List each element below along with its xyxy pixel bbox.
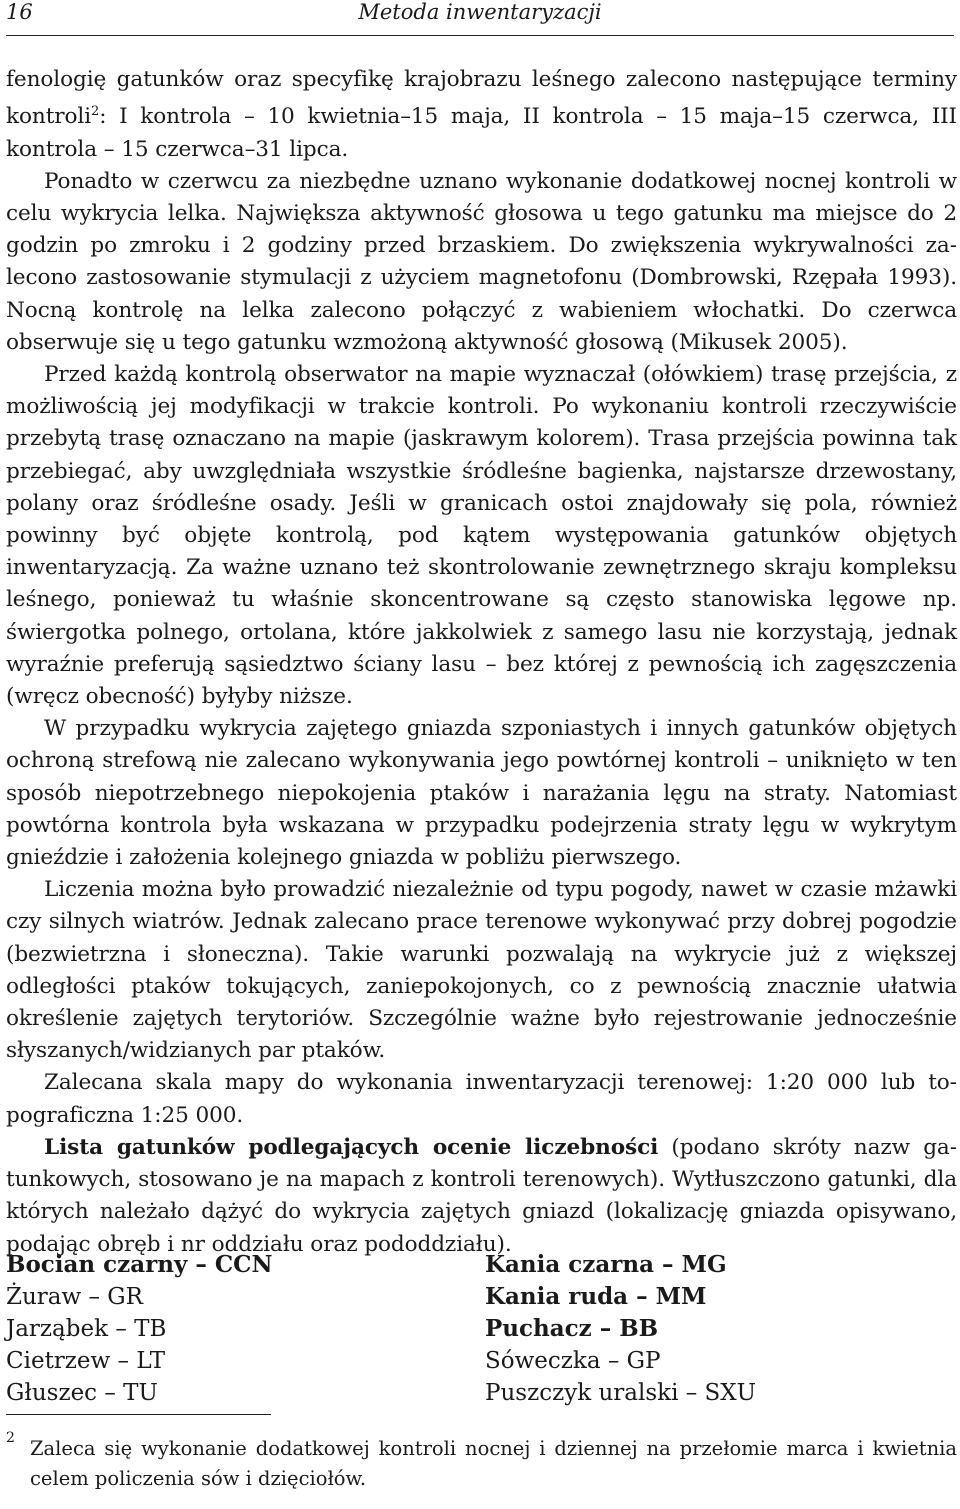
page-header bbox=[6, 0, 954, 30]
species-row bbox=[6, 1249, 957, 1281]
paragraph-6: Zalecana skala mapy do wykonania inwentaryzacji terenowej: 1:20 000 lub topograficzna 1:25 000. bbox=[6, 1070, 957, 1128]
footnote-reference: 2 bbox=[91, 104, 100, 120]
species-row bbox=[6, 1345, 957, 1377]
species-row bbox=[6, 1313, 957, 1345]
species-item: Puszczyk uralski – SXU bbox=[485, 1380, 757, 1406]
paragraph-3: Przed każdą kontrolą obserwator na mapie wyznaczał (ołówkiem) trasę przejścia, z możliwością jej modyfikacji w trakcie kontroli. Po wykonaniu kontroli rzeczywiście przebytą trasę oznaczano na mapie (jaskrawym kolorem). Trasa przejścia powinna tak przebiegać, aby uwzględniała wszystkie śródleśne bagienka, najstarsze drzewostany, polany oraz śródleśne osady. Jeśli w granicach ostoi znajdowały się pola, również powinny być objęte kontrolą, pod kątem występowania gatunków objętych inwentaryzacją. Za ważne uznano też skontrolowanie zewnętrznego skraju kompleksu leśnego, ponieważ tu właśnie skoncentrowane są często stanowiska lęgowe np. świergotka polnego, ortolana, które jakkolwiek z samego lasu nie korzystają, jednak wyraźnie preferują sąsiedztwo ściany lasu – bez której z pewnością ich zagęszczenia (wręcz obecność) byłyby niższe. bbox=[6, 362, 957, 710]
footnote-mark: 2 bbox=[6, 1430, 15, 1446]
paragraph-2: Ponadto w czerwcu za niezbędne uznano wykonanie dodatkowej nocnej kontroli w celu wykrycia lelka. Największa aktywność głosowa u tego gatunku ma miejsce do 2 godzin po zmroku i 2 godziny przed brzaskiem. Do zwiększenia wykrywalności zalecono zastosowanie stymulacji z użyciem magnetofonu (Dombrowski, Rzępała 1993). Nocną kontrolę na lelka zalecono połączyć z wabieniem włochatki. Do czerwca obserwuje się u tego gatunku wzmożoną aktywność głosową (Mikusek 2005). bbox=[6, 168, 957, 355]
running-title: Metoda inwentaryzacji bbox=[358, 0, 602, 24]
species-row bbox=[6, 1377, 957, 1409]
page-number: 16 bbox=[6, 0, 33, 24]
paragraph-5: Liczenia można było prowadzić niezależnie od typu pogody, nawet w czasie mżawki czy silnych wiatrów. Jednak zalecano prace terenowe wykonywać przy dobrej pogodzie (bezwietrzna i słoneczna). Takie warunki pozwalają na wykrycie już z większej odległości ptaków tokujących, zaniepokojonych, co z pewnością znacznie ułatwia określenie zajętych terytoriów. Szczególnie ważne było rejestrowanie jednocześnie słyszanych/widzianych par ptaków. bbox=[6, 877, 957, 1064]
species-list bbox=[6, 1249, 957, 1409]
header-rule bbox=[6, 35, 954, 36]
paragraph-1 bbox=[6, 64, 957, 166]
species-item: Kania czarna – MG bbox=[485, 1251, 727, 1278]
species-item: Żuraw – GR bbox=[6, 1284, 144, 1310]
species-list-heading: Lista gatunków podlegających ocenie liczebności bbox=[44, 1134, 659, 1160]
paragraph-7 bbox=[6, 1132, 957, 1261]
species-item: Puchacz – BB bbox=[485, 1315, 659, 1342]
paragraph-1-rest: : I kontrola – 10 kwietnia–15 maja, II kontrola – 15 maja–15 czerwca, III kontrola – 15 czerwca–31 lipca. bbox=[6, 104, 957, 162]
species-item: Bocian czarny – CCN bbox=[6, 1251, 273, 1278]
species-item: Jarząbek – TB bbox=[6, 1316, 167, 1342]
species-item: Głuszec – TU bbox=[6, 1380, 158, 1406]
footnote-rule bbox=[6, 1414, 271, 1415]
paragraph-7-rest: (podano skróty nazw gatunkowych, stosowano je na mapach z kontroli terenowych). Wytłuszczono gatunki, dla których należało dążyć do wykrycia zajętych gniazd (lokalizację gniazda opisywano, podając obręb i nr oddziału oraz pododdziału). bbox=[6, 1134, 957, 1257]
species-item: Sóweczka – GP bbox=[485, 1348, 661, 1374]
paragraph-1-text: fenologię gatunków oraz specyfikę krajobrazu leśnego zalecono następujące terminy kontroli bbox=[6, 67, 957, 130]
species-item: Kania ruda – MM bbox=[485, 1283, 707, 1310]
body-text bbox=[6, 64, 957, 1261]
species-row bbox=[6, 1281, 957, 1313]
paragraph-4: W przypadku wykrycia zajętego gniazda szponiastych i innych gatunków objętych ochroną strefową nie zalecano wykonywania jego powtórnej kontroli – uniknięto w ten sposób niepotrzebnego niepokojenia ptaków i narażania lęgu na straty. Natomiast powtórna kontrola była wskazana w przypadku podejrzenia straty lęgu w wykrytym gnieździe i założenia kolejnego gniazda w pobliżu pierwszego. bbox=[6, 716, 957, 871]
footnote bbox=[6, 1430, 957, 1493]
species-item: Cietrzew – LT bbox=[6, 1348, 166, 1374]
footnote-text: Zaleca się wykonanie dodatkowej kontroli nocnej i dziennej na przełomie marca i kwietnia celem policzenia sów i dzięciołów. bbox=[30, 1437, 957, 1490]
